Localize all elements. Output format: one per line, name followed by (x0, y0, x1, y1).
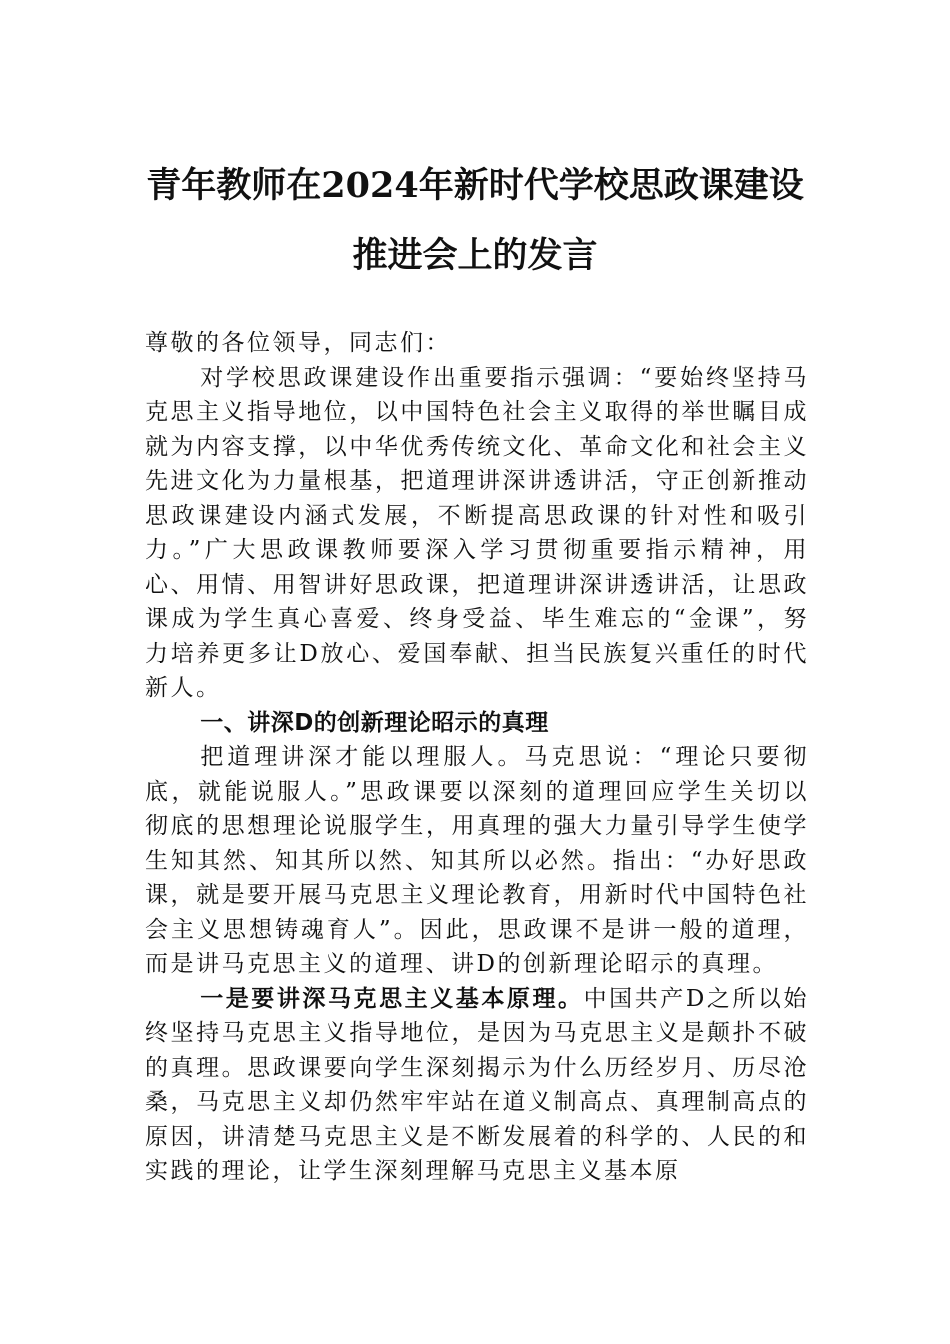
paragraph-intro: 对学校思政课建设作出重要指示强调：“要始终坚持马克思主义指导地位，以中国特色社会主义取得的举世瞩目成就为内容支撑，以中华优秀传统文化、革命文化和社会主义先进文化为力量根基，把道理讲深讲透讲活，守正创新推动思政课建设内涵式发展，不断提高思政课的针对性和吸引力。”广大思政课教师要深入学习贯彻重要指示精神，用心、用情、用智讲好思政课，把道理讲深讲透讲活，让思政课成为学生真心喜爱、终身受益、毕生难忘的“金课”，努力培养更多让D放心、爱国奉献、担当民族复兴重任的时代新人。 (145, 364, 809, 701)
point-1-lead: 一是要讲深马克思主义基本原理。 (200, 984, 584, 1012)
salutation: 尊敬的各位领导，同志们： (145, 330, 451, 356)
paragraph-point-1 (145, 982, 809, 1189)
section-heading-1: 一、讲深D的创新理论昭示的真理 (200, 709, 549, 736)
document-title-line-2: 推进会上的发言 (352, 235, 598, 276)
point-1-body: 中国共产D之所以始终坚持马克思主义指导地位，是因为马克思主义是颠扑不破的真理。思政课要向学生深刻揭示为什么历经岁月、历尽沧桑，马克思主义却仍然牢牢站在道义制高点、真理制高点的原因，讲清楚马克思主义是不断发展着的科学的、人民的和实践的理论，让学生深刻理解马克思主义基本原 (145, 985, 809, 1184)
document-body (145, 326, 809, 1189)
paragraph-section1: 把道理讲深才能以理服人。马克思说：“理论只要彻底，就能说服人。”思政课要以深刻的道理回应学生关切以彻底的思想理论说服学生，用真理的强大力量引导学生使学生知其然、知其所以然、知其所以必然。指出：“办好思政课，就是要开展马克思主义理论教育，用新时代中国特色社会主义思想铸魂育人”。因此，思政课不是讲一般的道理，而是讲马克思主义的道理、讲D的创新理论昭示的真理。 (145, 744, 809, 977)
document-title-line-1: 青年教师在2024年新时代学校思政课建设 (146, 165, 804, 206)
